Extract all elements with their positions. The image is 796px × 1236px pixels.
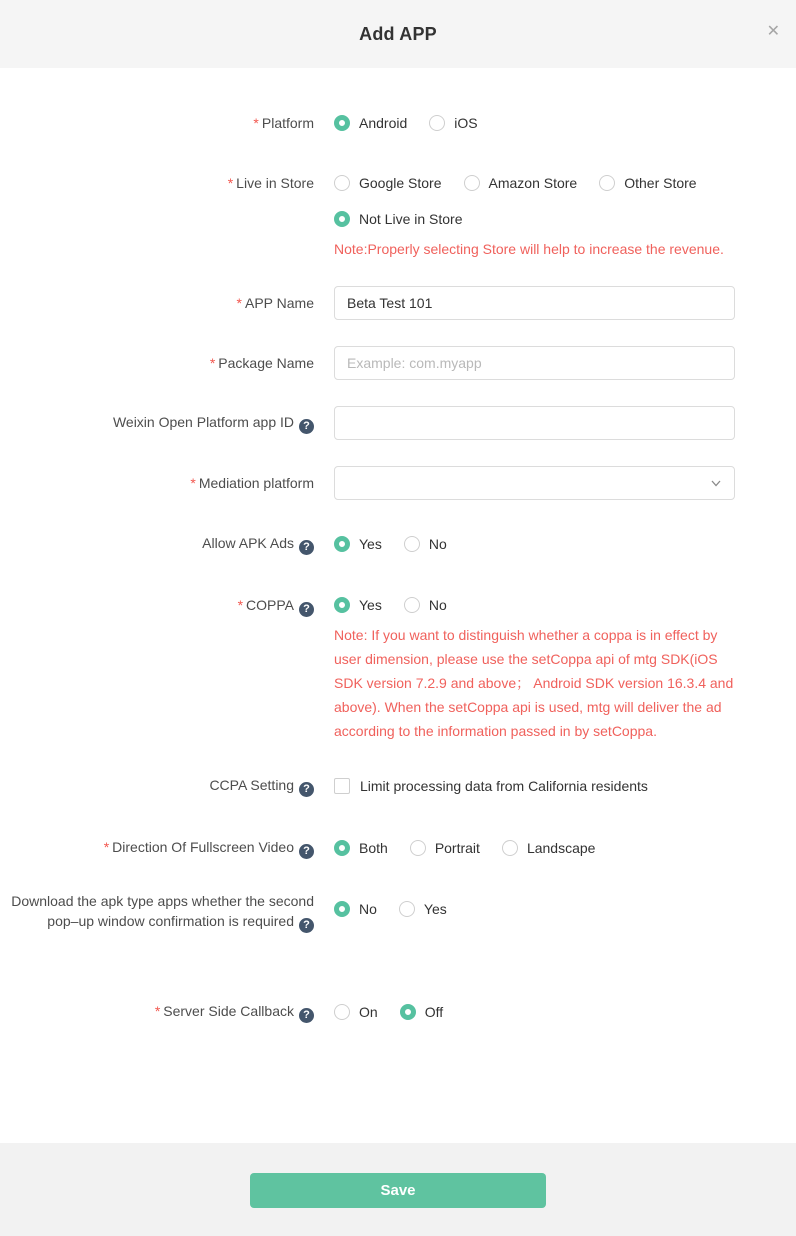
add-app-form (0, 68, 796, 1143)
radio-icon[interactable] (334, 536, 350, 552)
radio-icon[interactable] (410, 840, 426, 856)
form-row-live-in-store (0, 173, 796, 261)
apk-ads-radio-no[interactable] (404, 536, 447, 552)
app-name-label: * APP Name (236, 295, 314, 311)
server-side-callback-label: * Server Side Callback ? (0, 1001, 314, 1023)
radio-label: Google Store (359, 175, 442, 191)
radio-label: Other Store (624, 175, 697, 191)
modal-footer (0, 1143, 796, 1236)
package-name-input[interactable] (334, 346, 735, 380)
radio-label: No (428, 536, 447, 552)
required-asterisk: * (154, 1003, 161, 1019)
radio-icon[interactable] (404, 597, 420, 613)
apk-ads-radio-yes[interactable] (334, 536, 382, 552)
apk-second-popup-label: Download the apk type apps whether the second pop–up window confirmation is required ? (11, 893, 314, 931)
mediation-platform-label: * Mediation platform (190, 475, 314, 491)
radio-icon[interactable] (334, 840, 350, 856)
radio-label: Yes (359, 536, 382, 552)
radio-label: Android (359, 115, 408, 131)
form-row-app-name (0, 286, 796, 320)
coppa-radio-yes[interactable] (334, 597, 382, 613)
direction-radio-both[interactable] (334, 840, 388, 856)
app-name-input[interactable] (334, 286, 735, 320)
radio-label: No (428, 597, 447, 613)
radio-label: Not Live in Store (359, 211, 463, 227)
platform-radio-ios[interactable] (429, 115, 477, 131)
required-asterisk: * (103, 839, 110, 855)
platform-radio-android[interactable] (334, 115, 407, 131)
form-row-weixin-app-id (0, 406, 796, 440)
required-asterisk: * (236, 295, 242, 311)
store-radio-not-live[interactable] (334, 211, 463, 227)
radio-label: On (359, 1004, 378, 1020)
coppa-label: * COPPA ? (0, 595, 314, 617)
form-row-ccpa (0, 775, 796, 797)
chevron-down-icon (710, 477, 722, 489)
radio-label: iOS (454, 115, 478, 131)
required-asterisk: * (253, 115, 259, 131)
form-row-apk-second-popup (0, 891, 796, 933)
radio-icon[interactable] (334, 211, 350, 227)
radio-label: Landscape (526, 840, 596, 856)
radio-icon[interactable] (429, 115, 445, 131)
radio-label: Yes (359, 597, 382, 613)
radio-icon[interactable] (334, 901, 350, 917)
radio-icon[interactable] (400, 1004, 416, 1020)
radio-icon[interactable] (404, 536, 420, 552)
ccpa-checkbox-option[interactable] (334, 778, 648, 794)
form-row-platform (0, 113, 796, 133)
ccpa-label: CCPA Setting ? (0, 775, 314, 797)
radio-icon[interactable] (334, 597, 350, 613)
form-row-server-side-callback (0, 1001, 796, 1023)
form-row-mediation-platform (0, 466, 796, 500)
help-icon[interactable]: ? (299, 602, 314, 617)
required-asterisk: * (190, 475, 196, 491)
help-icon[interactable]: ? (299, 918, 314, 933)
platform-label: * Platform (253, 115, 314, 131)
radio-label: No (359, 901, 377, 917)
form-row-allow-apk-ads (0, 533, 796, 555)
store-note: Note:Properly selecting Store will help to increase the revenue. (334, 241, 724, 257)
popup-radio-yes[interactable] (399, 901, 447, 917)
radio-label: Portrait (434, 840, 480, 856)
weixin-app-id-input[interactable] (334, 406, 735, 440)
radio-icon[interactable] (399, 901, 415, 917)
callback-radio-off[interactable] (400, 1004, 443, 1020)
coppa-note: Note: If you want to distinguish whether a coppa is in effect by user dimension, please use the setCoppa api of mtg SDK(iOS SDK version 7.2.9 and above； Android SDK version 16.3.4 and above). When the setCoppa api is used, mtg will deliver the ad according to the information passed in by setCoppa. (334, 627, 734, 739)
required-asterisk: * (209, 355, 216, 371)
radio-icon[interactable] (334, 115, 350, 131)
radio-label: Yes (423, 901, 447, 917)
store-radio-other[interactable] (599, 175, 696, 191)
allow-apk-ads-label: Allow APK Ads ? (0, 533, 314, 555)
callback-radio-on[interactable] (334, 1004, 378, 1020)
radio-icon[interactable] (334, 175, 350, 191)
help-icon[interactable]: ? (299, 419, 314, 434)
checkbox-icon[interactable] (334, 778, 350, 794)
radio-icon[interactable] (502, 840, 518, 856)
mediation-platform-select[interactable] (334, 466, 735, 500)
radio-icon[interactable] (464, 175, 480, 191)
modal-title: Add APP (359, 23, 437, 44)
direction-radio-landscape[interactable] (502, 840, 596, 856)
popup-radio-no[interactable] (334, 901, 377, 917)
radio-icon[interactable] (334, 1004, 350, 1020)
required-asterisk: * (237, 597, 244, 613)
direction-radio-portrait[interactable] (410, 840, 480, 856)
close-icon[interactable]: ✕ (766, 23, 780, 40)
fullscreen-direction-label: * Direction Of Fullscreen Video ? (0, 837, 314, 859)
radio-label: Off (424, 1004, 444, 1020)
radio-label: Both (359, 840, 388, 856)
radio-label: Amazon Store (488, 175, 578, 191)
help-icon[interactable]: ? (299, 540, 314, 555)
help-icon[interactable]: ? (299, 844, 314, 859)
form-row-package-name (0, 346, 796, 380)
store-radio-amazon[interactable] (464, 175, 578, 191)
form-row-coppa (0, 595, 796, 743)
help-icon[interactable]: ? (299, 782, 314, 797)
help-icon[interactable]: ? (299, 1008, 314, 1023)
weixin-app-id-label: Weixin Open Platform app ID ? (0, 412, 314, 434)
coppa-radio-no[interactable] (404, 597, 447, 613)
radio-icon[interactable] (599, 175, 615, 191)
form-row-fullscreen-direction (0, 837, 796, 859)
package-name-label: * Package Name (209, 355, 314, 371)
required-asterisk: * (227, 175, 234, 191)
modal-header (0, 0, 796, 68)
checkbox-label: Limit processing data from California residents (360, 778, 648, 794)
store-radio-google[interactable] (334, 175, 442, 191)
save-button[interactable]: Save (250, 1173, 546, 1208)
live-in-store-label: * Live in Store (227, 175, 314, 191)
